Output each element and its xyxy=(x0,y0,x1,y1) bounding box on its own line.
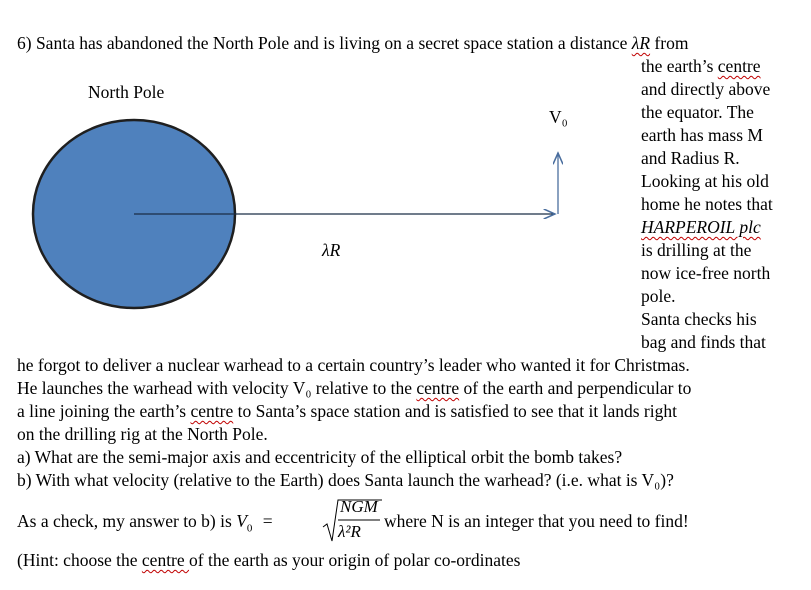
side-text-line: the equator. The xyxy=(641,102,754,122)
side-text-line: earth has mass M xyxy=(641,125,763,145)
distance-label: λR xyxy=(322,240,341,260)
side-text-line: Santa checks his xyxy=(641,309,757,329)
velocity-label: V₀ xyxy=(549,107,568,127)
body-text xyxy=(17,354,691,492)
north-pole-label: North Pole xyxy=(88,82,165,102)
hint-text: (Hint: choose the centre of the earth as your origin of polar co-ordinates xyxy=(17,550,521,570)
body-text-line: a line joining the earth’s centre to Santa’s space station and is satisfied to see that it lands right xyxy=(17,401,677,421)
side-text-line: bag and finds that xyxy=(641,332,766,352)
body-text-line: a) What are the semi-major axis and eccentricity of the elliptical orbit the bomb takes? xyxy=(17,447,623,467)
body-text-line: on the drilling rig at the North Pole. xyxy=(17,424,268,444)
side-text-line: is drilling at the xyxy=(641,240,752,260)
check-suffix: where N is an integer that you need to find! xyxy=(384,511,689,531)
formula-denominator: λ²R xyxy=(338,522,361,541)
side-text-line: and Radius R. xyxy=(641,148,740,168)
side-text-line: Looking at his old xyxy=(641,171,769,191)
side-text-line: pole. xyxy=(641,286,676,306)
problem-line-1: 6) Santa has abandoned the North Pole and is living on a secret space station a distance λR from xyxy=(17,33,689,53)
side-text-line: and directly above xyxy=(641,79,771,99)
body-text-line: he forgot to deliver a nuclear warhead to a certain country’s leader who wanted it for Christmas. xyxy=(17,355,690,375)
side-text-line: HARPEROIL plc xyxy=(641,217,761,237)
formula-numerator: NGM xyxy=(340,497,378,516)
body-text-line: b) With what velocity (relative to the Earth) does Santa launch the warhead? (i.e. what is V₀)? xyxy=(17,470,674,490)
check-text: As a check, my answer to b) is $V_0$ = xyxy=(17,511,273,535)
side-text-line: now ice-free north xyxy=(641,263,771,283)
side-text-line: home he notes that xyxy=(641,194,773,214)
side-text-line: the earth’s centre xyxy=(641,56,761,76)
body-text-line: He launches the warhead with velocity V₀ relative to the centre of the earth and perpendicular to xyxy=(17,378,692,398)
side-text-column xyxy=(641,55,773,354)
